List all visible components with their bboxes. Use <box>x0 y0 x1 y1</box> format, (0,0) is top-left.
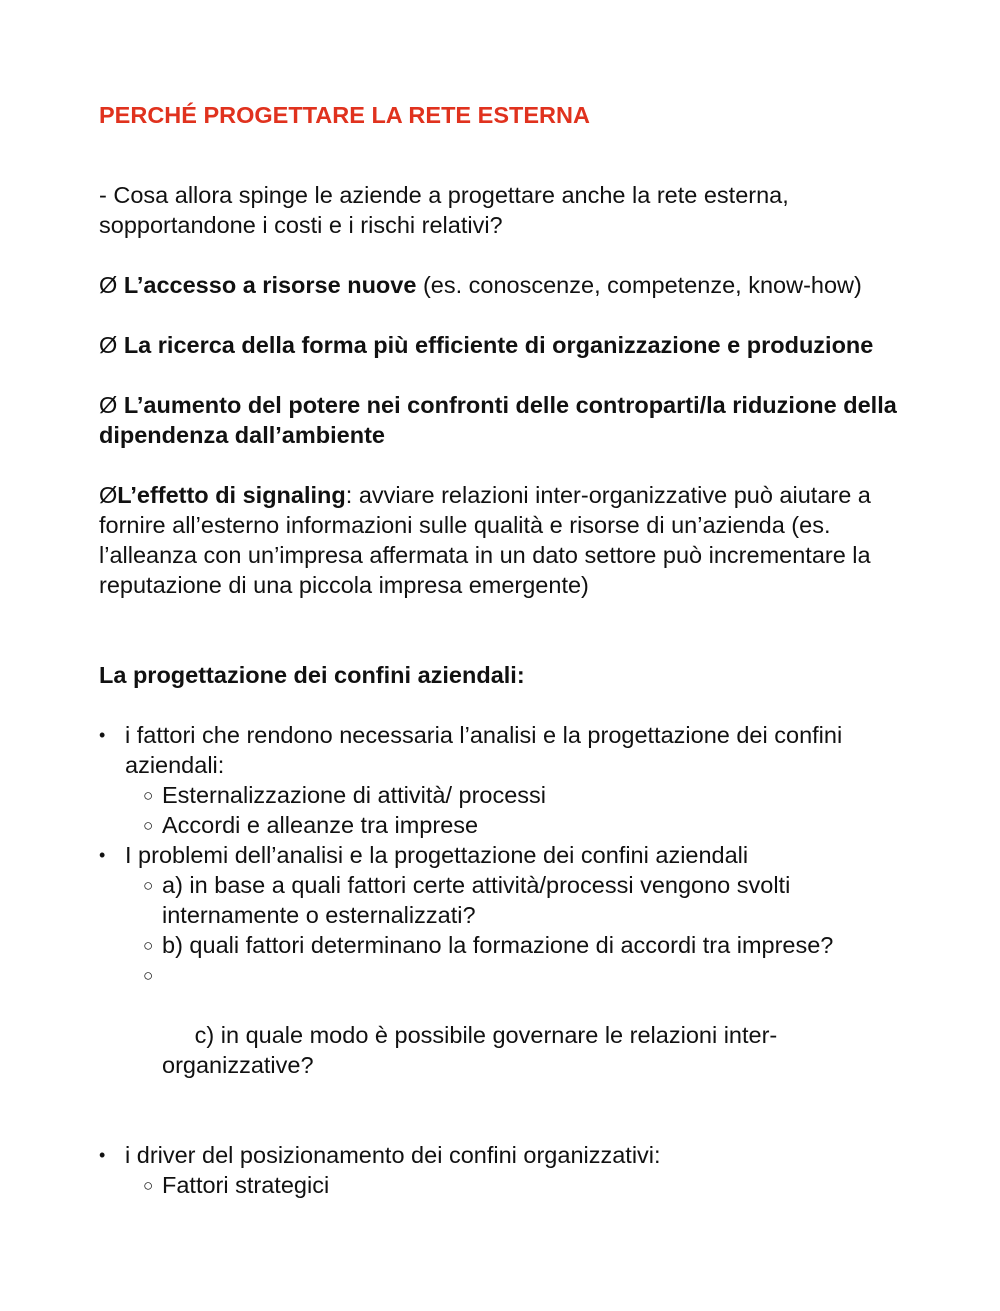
intro-question: - Cosa allora spinge le aziende a progettare anche la rete esterna, sopportandone i costi e i rischi relativi? <box>99 182 789 238</box>
sub-list-item: ○ Fattori strategici <box>99 1170 919 1200</box>
sub-list-item: ○ c) in quale modo è possibile governare le relazioni inter-organizzative? <box>99 960 919 1110</box>
point-signaling <box>99 480 919 600</box>
point-text: (es. conoscenze, competenze, know-how) <box>416 272 862 298</box>
point-marker: Ø <box>99 332 118 358</box>
circle-bullet-icon: ○ <box>143 936 154 955</box>
section-heading: La progettazione dei confini aziendali: <box>99 662 525 688</box>
sub-list-item: ○ a) in base a quali fattori certe attività/processi vengono svolti internamente o esternalizzati? <box>143 872 791 928</box>
document-page <box>99 100 919 1200</box>
point-power-increase <box>99 390 919 450</box>
circle-bullet-icon: ○ <box>143 816 154 835</box>
point-efficient-form <box>99 330 919 360</box>
circle-bullet-icon: ○ <box>143 876 154 895</box>
list-item: • I problemi dell’analisi e la progettazione dei confini aziendali <box>99 842 749 868</box>
point-access-resources <box>99 270 919 300</box>
circle-bullet-icon: ○ <box>143 1176 154 1195</box>
bullet-icon: • <box>99 845 106 865</box>
list-item: • i fattori che rendono necessaria l’analisi e la progettazione dei confini aziendali: <box>99 722 843 778</box>
point-text: : avviare relazioni inter-organizzative può aiutare a fornire all’esterno informazioni sulle qualità e risorse di un’azienda (es. l’alleanza con un’impresa affermata in un dato settore può incrementare la reputazione di una piccola impresa emergente) <box>99 482 871 598</box>
sub-list-item: ○ Accordi e alleanze tra imprese <box>99 810 919 840</box>
point-bold-text: L’effetto di signaling <box>117 482 346 508</box>
point-marker: Ø <box>99 392 118 418</box>
point-bold-text: L’accesso a risorse nuove <box>123 272 417 298</box>
point-bold-text: L’aumento del potere nei confronti delle controparti/la riduzione della dipendenza dall’ambiente <box>99 392 897 448</box>
bullet-icon: • <box>99 1145 106 1165</box>
list-item: • i driver del posizionamento dei confini organizzativi: <box>99 1142 661 1168</box>
sub-list-item: ○ b) quali fattori determinano la formazione di accordi tra imprese? <box>99 930 919 960</box>
page-title: PERCHÉ PROGETTARE LA RETE ESTERNA <box>99 102 590 128</box>
point-marker: Ø <box>99 272 118 298</box>
point-bold-text: La ricerca della forma più efficiente di organizzazione e produzione <box>123 332 874 358</box>
circle-bullet-icon: ○ <box>143 966 154 985</box>
sub-list-item: ○ Esternalizzazione di attività/ processi <box>99 780 919 810</box>
bullet-icon: • <box>99 725 106 745</box>
circle-bullet-icon: ○ <box>143 786 154 805</box>
point-marker: Ø <box>99 482 118 508</box>
